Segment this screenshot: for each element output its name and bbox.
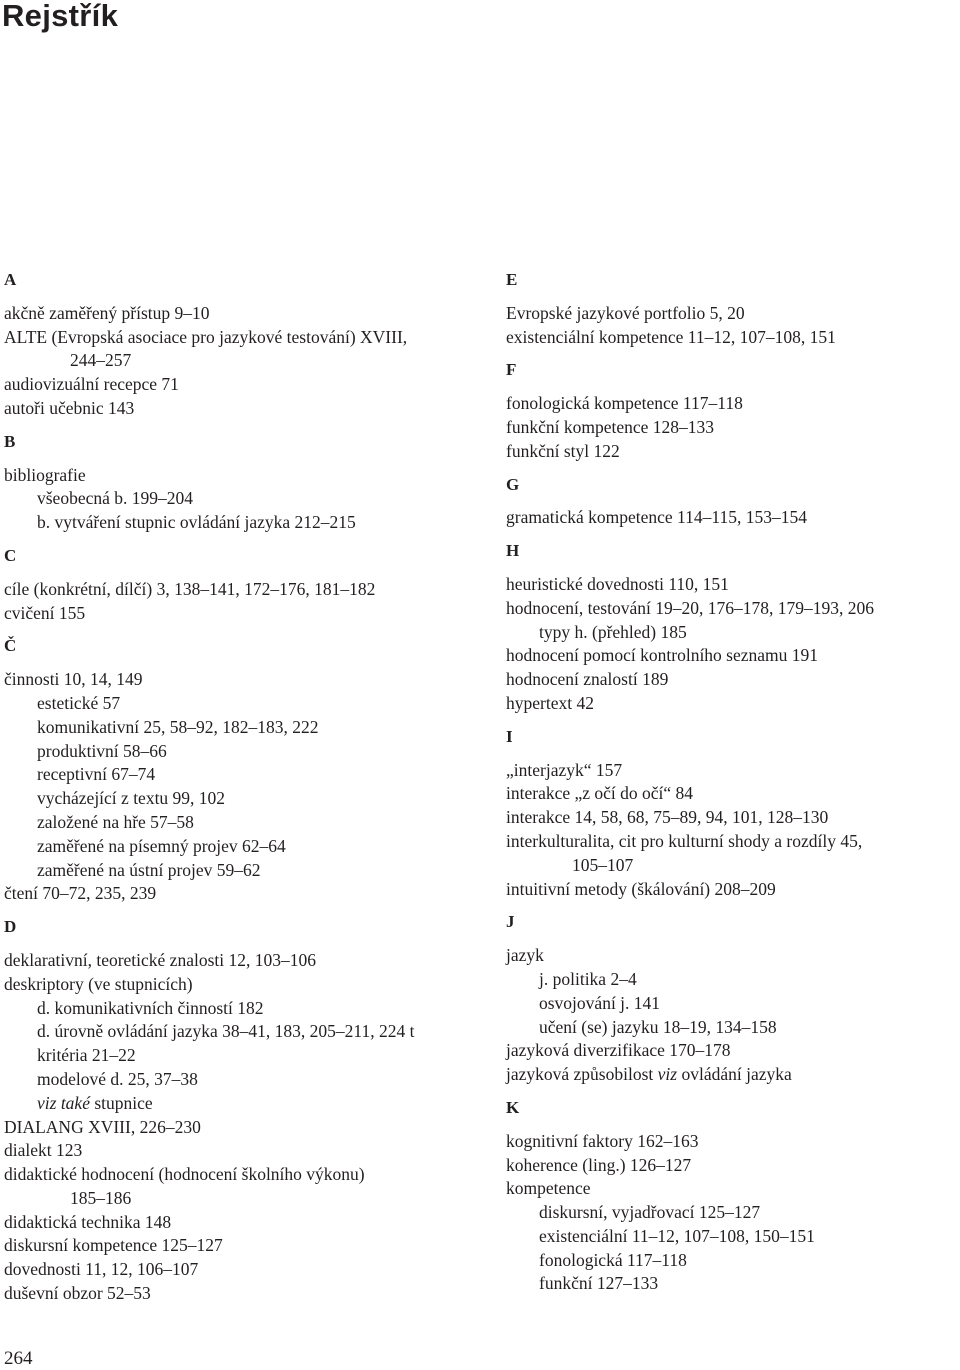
- entry-text: dovednosti 11, 12, 106–107: [4, 1259, 199, 1280]
- entry-text: stupnice: [89, 1092, 153, 1113]
- section-letter: Č: [4, 636, 17, 656]
- index-entry: [4, 464, 474, 488]
- index-section-d: [4, 915, 474, 1306]
- entry-text: kognitivní faktory 162–163: [506, 1130, 699, 1151]
- index-subentry: [506, 1225, 960, 1249]
- index-entry: [506, 759, 960, 783]
- index-entry: [4, 973, 474, 997]
- index-entry: [4, 882, 474, 906]
- index-entry: [4, 326, 474, 374]
- index-entry: [506, 326, 960, 350]
- index-entry: [506, 440, 960, 464]
- entry-text: modelové d. 25, 37–38: [37, 1068, 198, 1089]
- index-entry: [506, 830, 960, 878]
- entry-text: akčně zaměřený přístup 9–10: [4, 302, 210, 323]
- entry-text: cvičení 155: [4, 602, 86, 623]
- index-subentry: [4, 811, 474, 835]
- entry-text: diskursní, vyjadřovací 125–127: [539, 1202, 761, 1223]
- index-subentry: [506, 621, 960, 645]
- entry-text: zaměřené na ústní projev 59–62: [37, 859, 261, 880]
- entry-continuation: 105–107: [572, 854, 634, 875]
- entry-text: činnosti 10, 14, 149: [4, 669, 143, 690]
- index-subentry: [4, 1020, 474, 1044]
- entry-text: učení (se) jazyku 18–19, 134–158: [539, 1016, 777, 1037]
- entry-text: hypertext 42: [506, 692, 594, 713]
- index-entry: [4, 1139, 474, 1163]
- entry-text: receptivní 67–74: [37, 764, 156, 785]
- entry-text: dialekt 123: [4, 1140, 83, 1161]
- index-entry: [506, 1063, 960, 1087]
- section-letter: D: [4, 917, 17, 937]
- index-subentry: [506, 1272, 960, 1296]
- index-subentry: [4, 997, 474, 1021]
- entry-text: jazyková diverzifikace 170–178: [506, 1040, 731, 1061]
- entry-text: bibliografie: [4, 464, 86, 485]
- index-subentry: [506, 1201, 960, 1225]
- index-subentry: [506, 968, 960, 992]
- section-letter: I: [506, 726, 513, 746]
- entry-text: všeobecná b. 199–204: [37, 488, 194, 509]
- entry-text: j. politika 2–4: [539, 968, 637, 989]
- entry-text: funkční kompetence 128–133: [506, 416, 715, 437]
- entry-continuation: 185–186: [70, 1187, 132, 1208]
- index-entry: [506, 392, 960, 416]
- entry-text: jazyk: [506, 945, 544, 966]
- entry-text: audiovizuální recepce 71: [4, 374, 179, 395]
- index-subentry: [4, 835, 474, 859]
- index-entry: [4, 302, 474, 326]
- entry-text: intuitivní metody (škálování) 208–209: [506, 878, 776, 899]
- entry-text: heuristické dovednosti 110, 151: [506, 573, 729, 594]
- entry-text: čtení 70–72, 235, 239: [4, 883, 157, 904]
- index-entry: [4, 1116, 474, 1140]
- page-number: 264: [4, 1348, 33, 1369]
- entry-text: gramatická kompetence 114–115, 153–154: [506, 507, 807, 528]
- section-letter: J: [506, 912, 515, 932]
- index-entry: [506, 573, 960, 597]
- entry-text: DIALANG XVIII, 226–230: [4, 1116, 201, 1137]
- entry-text: deklarativní, teoretické znalosti 12, 103–106: [4, 949, 316, 970]
- entry-text: d. úrovně ovládání jazyka 38–41, 183, 205–211, 224 t: [37, 1021, 415, 1042]
- entry-text-after: ovládání jazyka: [677, 1064, 792, 1085]
- index-entry: [4, 373, 474, 397]
- index-column-right: [506, 268, 960, 1296]
- index-entry: [506, 1039, 960, 1063]
- entry-text: Evropské jazykové portfolio 5, 20: [506, 302, 745, 323]
- entry-text: hodnocení pomocí kontrolního seznamu 191: [506, 645, 819, 666]
- entry-text: jazyková způsobilost: [506, 1064, 658, 1085]
- entry-text: „interjazyk“ 157: [506, 759, 623, 780]
- entry-text: hodnocení, testování 19–20, 176–178, 179–193, 206: [506, 597, 874, 618]
- index-section-h: [506, 539, 960, 716]
- index-entry: [506, 597, 960, 621]
- section-letter: K: [506, 1097, 520, 1117]
- index-section-c: [4, 544, 474, 625]
- index-subentry: [506, 992, 960, 1016]
- index-subentry: [4, 763, 474, 787]
- entry-text: b. vytváření stupnic ovládání jazyka 212–215: [37, 512, 356, 533]
- index-subentry: [4, 859, 474, 883]
- index-entry: [506, 644, 960, 668]
- section-letter: B: [4, 431, 16, 451]
- index-subentry: [4, 716, 474, 740]
- entry-text: zaměřené na písemný projev 62–64: [37, 835, 286, 856]
- entry-text: deskriptory (ve stupnicích): [4, 973, 193, 994]
- index-subentry: [4, 511, 474, 535]
- index-entry: [506, 1130, 960, 1154]
- entry-text: založené na hře 57–58: [37, 811, 194, 832]
- entry-text: koherence (ling.) 126–127: [506, 1154, 692, 1175]
- entry-text: fonologická 117–118: [539, 1249, 687, 1270]
- index-section-j: [506, 910, 960, 1087]
- entry-text: produktivní 58–66: [37, 740, 167, 761]
- entry-text: autoři učebnic 143: [4, 397, 135, 418]
- index-section-e: [506, 268, 960, 349]
- index-section-g: [506, 473, 960, 531]
- entry-text: fonologická kompetence 117–118: [506, 393, 743, 414]
- index-subentry: [4, 692, 474, 716]
- index-subentry: [4, 740, 474, 764]
- entry-text: cíle (konkrétní, dílčí) 3, 138–141, 172–176, 181–182: [4, 578, 376, 599]
- index-entry: [4, 397, 474, 421]
- entry-text: interakce 14, 58, 68, 75–89, 94, 101, 128–130: [506, 807, 829, 828]
- entry-text: interakce „z očí do očí“ 84: [506, 783, 694, 804]
- index-entry: [506, 806, 960, 830]
- index-section-f: [506, 358, 960, 463]
- cross-reference-italic: viz: [657, 1064, 678, 1085]
- section-letter: H: [506, 541, 520, 561]
- entry-text: funkční styl 122: [506, 440, 620, 461]
- entry-text: existenciální kompetence 11–12, 107–108, 151: [506, 326, 836, 347]
- index-entry: [506, 944, 960, 968]
- entry-text: didaktické hodnocení (hodnocení školního výkonu): [4, 1164, 365, 1185]
- index-entry: [506, 1154, 960, 1178]
- index-section-č: [4, 634, 474, 906]
- entry-text: kritéria 21–22: [37, 1045, 136, 1066]
- index-column-left: [4, 268, 474, 1306]
- entry-text: didaktická technika 148: [4, 1211, 172, 1232]
- section-letter: C: [4, 545, 17, 565]
- index-section-b: [4, 430, 474, 535]
- entry-text: osvojování j. 141: [539, 992, 661, 1013]
- entry-text: interkulturalita, cit pro kulturní shody a rozdíly 45,: [506, 830, 863, 851]
- index-subentry: [4, 487, 474, 511]
- index-entry: [506, 416, 960, 440]
- cross-reference-italic: viz také: [37, 1092, 90, 1113]
- index-entry: [4, 1282, 474, 1306]
- index-entry: [4, 1234, 474, 1258]
- entry-text: typy h. (přehled) 185: [539, 621, 687, 642]
- index-section-k: [506, 1096, 960, 1296]
- index-entry: [4, 949, 474, 973]
- section-letter: A: [4, 270, 17, 289]
- entry-text: duševní obzor 52–53: [4, 1283, 151, 1304]
- section-letter: E: [506, 270, 518, 289]
- index-entry: [4, 1163, 474, 1211]
- index-section-a: [4, 268, 474, 421]
- entry-text: d. komunikativních činností 182: [37, 997, 264, 1018]
- index-subentry: [4, 1068, 474, 1092]
- index-entry: [506, 302, 960, 326]
- index-subentry: [4, 1092, 474, 1116]
- entry-text: estetické 57: [37, 692, 121, 713]
- index-entry: [506, 782, 960, 806]
- entry-text: funkční 127–133: [539, 1273, 659, 1294]
- index-entry: [4, 602, 474, 626]
- index-subentry: [4, 1044, 474, 1068]
- index-entry: [506, 878, 960, 902]
- entry-text: kompetence: [506, 1178, 591, 1199]
- index-entry: [506, 668, 960, 692]
- index-subentry: [4, 787, 474, 811]
- index-entry: [506, 692, 960, 716]
- entry-text: vycházející z textu 99, 102: [37, 788, 226, 809]
- section-letter: F: [506, 360, 517, 380]
- index-entry: [4, 1258, 474, 1282]
- index-entry: [506, 506, 960, 530]
- section-letter: G: [506, 474, 520, 494]
- index-subentry: [506, 1016, 960, 1040]
- index-entry: [4, 578, 474, 602]
- entry-text: komunikativní 25, 58–92, 182–183, 222: [37, 716, 319, 737]
- page-title: Rejstřík: [2, 0, 119, 33]
- entry-text: diskursní kompetence 125–127: [4, 1235, 223, 1256]
- index-entry: [506, 1177, 960, 1201]
- entry-text: hodnocení znalostí 189: [506, 669, 669, 690]
- index-entry: [4, 1211, 474, 1235]
- entry-text: ALTE (Evropská asociace pro jazykové testování) XVIII,: [4, 326, 408, 347]
- entry-continuation: 244–257: [70, 350, 132, 371]
- index-subentry: [506, 1249, 960, 1273]
- index-entry: [4, 668, 474, 692]
- entry-text: existenciální 11–12, 107–108, 150–151: [539, 1225, 815, 1246]
- index-section-i: [506, 725, 960, 902]
